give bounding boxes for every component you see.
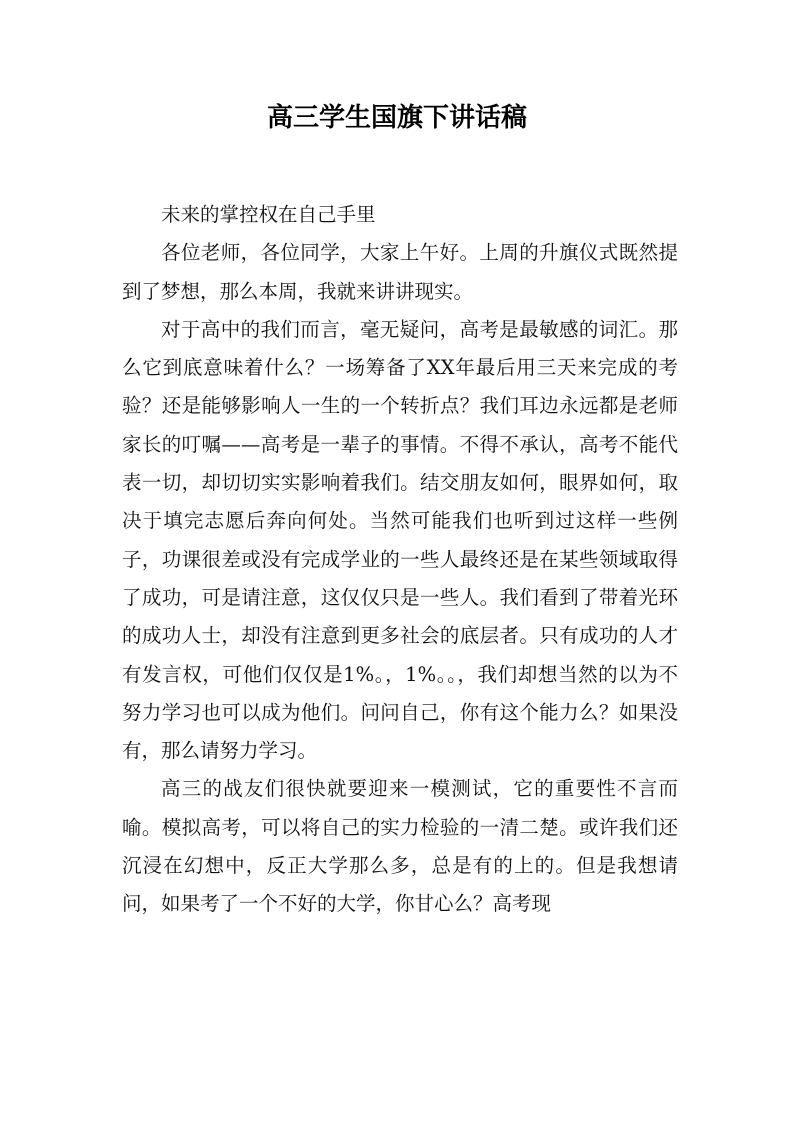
paragraph-subtitle: 未来的掌控权在自己手里 <box>161 203 376 226</box>
document-body <box>122 196 678 924</box>
document-title: 高三学生国旗下讲话稿 <box>266 103 527 133</box>
paragraph-mock-exam: 高三的战友们很快就要迎来一模测试，它的重要性不言而喻。模拟高考，可以将自己的实力检验的一清二楚。或许我们还沉浸在幻想中，反正大学那么多，总是有的上的。但是我想请问，如果考了一个不好的大学，你甘心么？高考现 <box>122 777 678 916</box>
paragraph-gaokao: 对于高中的我们而言，毫无疑问，高考是最敏感的词汇。那么它到底意味着什么？一场筹备了XX年最后用三天来完成的考验？还是能够影响人一生的一个转折点？我们耳边永远都是老师家长的叮嘱——高考是一辈子的事情。不得不承认，高考不能代表一切，却切切实实影响着我们。结交朋友如何，眼界如何，取决于填完志愿后奔向何处。当然可能我们也听到过这样一些例子，功课很差或没有完成学业的一些人最终还是在某些领域取得了成功，可是请注意，这仅仅只是一些人。我们看到了带着光环的成功人士，却没有注意到更多社会的底层者。只有成功的人才有发言权，可他们仅仅是1%。，1%。。，我们却想当然的以为不努力学习也可以成为他们。问问自己，你有这个能力么？如果没有，那么请努力学习。 <box>122 317 678 763</box>
paragraph-greeting: 各位老师，各位同学，大家上午好。上周的升旗仪式既然提到了梦想，那么本周，我就来讲讲现实。 <box>122 241 678 303</box>
